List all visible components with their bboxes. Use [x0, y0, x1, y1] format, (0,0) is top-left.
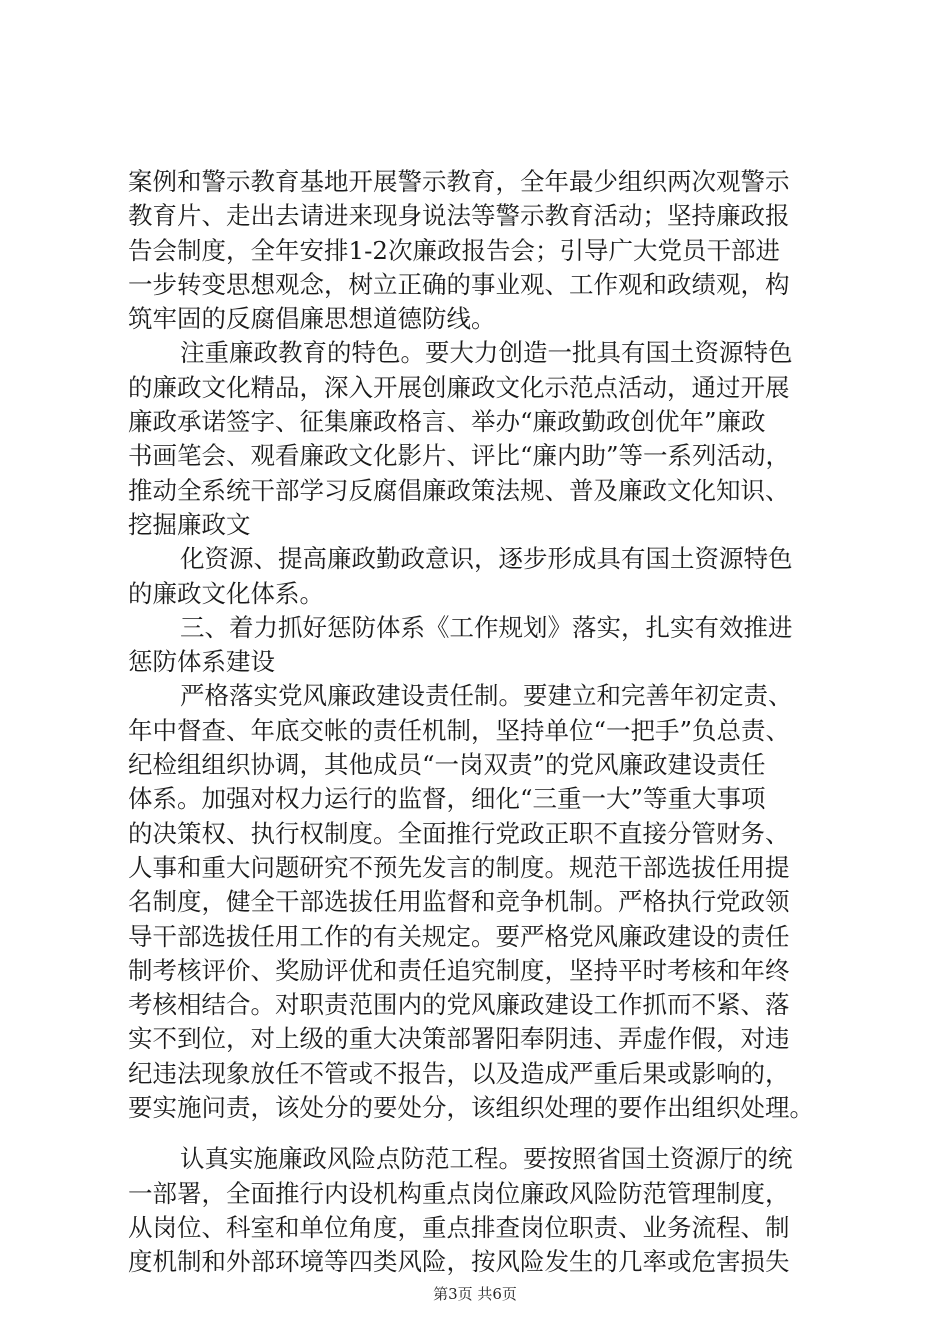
text-line: 的决策权、执行权制度。全面推行党政正职不直接分管财务、	[128, 818, 790, 848]
text-line: 年中督查、年底交帐的责任机制，坚持单位“一把手”负总责、	[128, 715, 791, 745]
text-line: 考核相结合。对职责范围内的党风廉政建设工作抓而不紧、落	[128, 990, 790, 1020]
page-footer: 第3页 共6页	[433, 1285, 517, 1303]
text-line: 严格落实党风廉政建设责任制。要建立和完善年初定责、	[180, 681, 793, 711]
text-line: 三、着力抓好惩防体系《工作规划》落实，扎实有效推进	[180, 612, 793, 642]
text-line: 名制度，健全干部选拔任用监督和竞争机制。严格执行党政领	[128, 887, 790, 917]
text-line: 注重廉政教育的特色。要大力创造一批具有国土资源特色	[180, 338, 793, 368]
text-line: 一部署，全面推行内设机构重点岗位廉政风险防范管理制度，	[128, 1178, 790, 1208]
text-line: 纪检组组织协调，其他成员“一岗双责”的党风廉政建设责任	[128, 750, 766, 780]
text-line: 推动全系统干部学习反腐倡廉政策法规、普及廉政文化知识、	[128, 475, 790, 505]
text-line: 实不到位，对上级的重大决策部署阳奉阴违、弄虚作假，对违	[128, 1024, 790, 1054]
paragraph-gap	[128, 1125, 828, 1142]
text-line: 筑牢固的反腐倡廉思想道德防线。	[128, 304, 496, 334]
text-line: 体系。加强对权力运行的监督，细化“三重一大”等重大事项	[128, 784, 766, 814]
text-line: 教育片、走出去请进来现身说法等警示教育活动；坚持廉政报	[128, 201, 790, 231]
text-line: 的廉政文化精品，深入开展创廉政文化示范点活动，通过开展	[128, 372, 790, 402]
text-line: 导干部选拔任用工作的有关规定。要严格党风廉政建设的责任	[128, 921, 790, 951]
text-line: 惩防体系建设	[128, 647, 275, 677]
text-line: 告会制度，全年安排1-2次廉政报告会；引导广大党员干部进	[128, 235, 780, 265]
text-line: 案例和警示教育基地开展警示教育，全年最少组织两次观警示	[128, 167, 790, 196]
text-line: 化资源、提高廉政勤政意识，逐步形成具有国土资源特色	[180, 544, 793, 574]
text-line: 度机制和外部环境等四类风险，按风险发生的几率或危害损失	[128, 1247, 790, 1277]
text-line: 的廉政文化体系。	[128, 578, 324, 608]
text-line: 人事和重大问题研究不预先发言的制度。规范干部选拔任用提	[128, 852, 790, 882]
text-line: 认真实施廉政风险点防范工程。要按照省国土资源厅的统	[180, 1144, 793, 1174]
text-line: 制考核评价、奖励评优和责任追究制度，坚持平时考核和年终	[128, 955, 790, 985]
text-line: 要实施问责，该处分的要处分，该组织处理的要作出组织处理。	[128, 1093, 814, 1123]
text-line: 书画笔会、观看廉政文化影片、评比“廉内助”等一系列活动，	[128, 441, 791, 471]
document-body	[128, 165, 828, 1280]
text-line: 廉政承诺签字、征集廉政格言、举办“廉政勤政创优年”廉政	[128, 407, 766, 437]
text-line: 纪违法现象放任不管或不报告，以及造成严重后果或影响的，	[128, 1058, 790, 1088]
text-line: 一步转变思想观念，树立正确的事业观、工作观和政绩观，构	[128, 269, 790, 299]
text-line: 从岗位、科室和单位角度，重点排查岗位职责、业务流程、制	[128, 1212, 790, 1242]
text-line: 挖掘廉政文	[128, 509, 251, 539]
